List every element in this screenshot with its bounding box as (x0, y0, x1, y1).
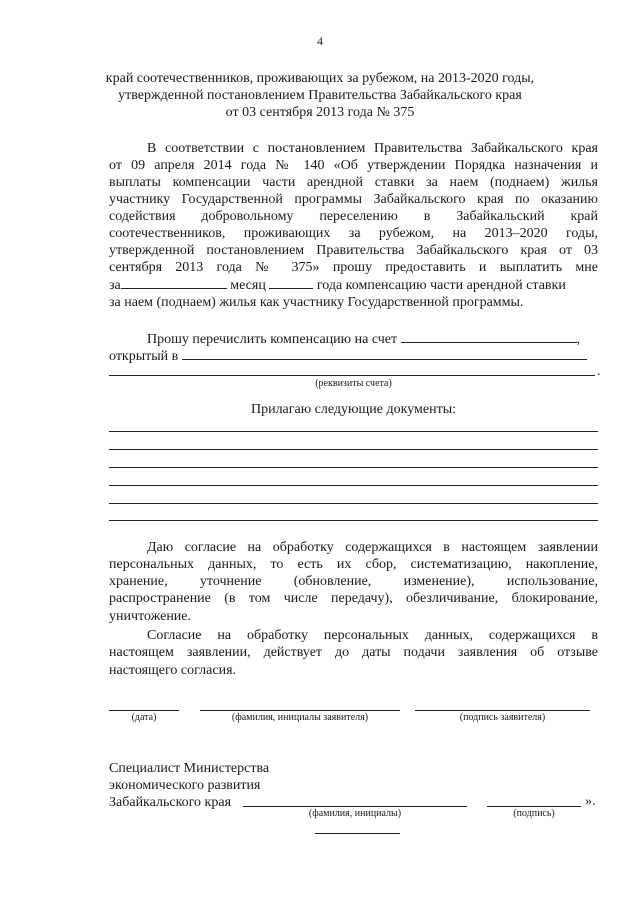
specialist-line-3: Забайкальского края (109, 795, 232, 810)
request-line-9 (109, 277, 598, 294)
specialist-signature-field[interactable] (487, 806, 581, 807)
document-line-5[interactable] (109, 503, 598, 504)
header-line-3: от 03 сентября 2013 года № 375 (225, 105, 415, 120)
account-label: Прошу перечислить компенсацию на счет (147, 332, 398, 347)
closing-divider (315, 833, 400, 834)
request-line-7: утвержденной постановлением Правительства Забайкальского края от 03 (109, 243, 598, 258)
request-compensation-text: года компенсацию части арендной ставки (316, 278, 566, 293)
specialist-line-1: Специалист Министерства (109, 761, 270, 776)
request-line-5: содействия добровольному переселению в Забайкальский край (109, 209, 598, 224)
account-caption: (реквизиты счета) (315, 378, 392, 389)
request-line-3: выплаты компенсации части арендной ставки за наем (поднаем) жилья (109, 175, 598, 190)
request-line-10: за наем (поднаем) жилья как участнику Государственной программы. (109, 295, 524, 310)
date-caption: (дата) (131, 712, 157, 723)
validity-line-2: настоящем заявлении, действует до даты подачи заявления об отзыве (109, 645, 598, 660)
page-number: 4 (317, 34, 323, 48)
documents-heading: Прилагаю следующие документы: (250, 402, 457, 417)
specialist-name-caption: (фамилия, инициалы) (308, 808, 402, 819)
applicant-signature-caption: (подпись заявителя) (459, 712, 546, 723)
request-month-label: месяц (230, 278, 266, 293)
bank-label: открытый в (109, 349, 179, 364)
date-field[interactable] (109, 710, 179, 711)
validity-line-3: настоящего согласия. (109, 663, 237, 678)
account-comma: , (576, 332, 581, 347)
request-for-label: за (109, 278, 121, 293)
document-line-2[interactable] (109, 449, 598, 450)
document-line-1[interactable] (109, 431, 598, 432)
specialist-name-field[interactable] (243, 806, 467, 807)
request-line-8: сентября 2013 года № 375» прошу предоставить и выплатить мне (109, 260, 598, 275)
applicant-name-caption: (фамилия, инициалы заявителя) (231, 712, 369, 723)
month-field[interactable] (121, 277, 227, 289)
account-number-field[interactable] (401, 331, 577, 343)
bank-field[interactable] (182, 348, 587, 360)
account-details-field[interactable] (109, 375, 595, 376)
applicant-signature-field[interactable] (415, 710, 590, 711)
account-line-1 (147, 331, 636, 348)
specialist-signature-caption: (подпись) (513, 808, 555, 819)
consent-line-1: Даю согласие на обработку содержащихся в настоящем заявлении (147, 540, 598, 555)
document-line-6[interactable] (109, 520, 598, 521)
consent-line-5: уничтожение. (109, 609, 192, 624)
document-line-3[interactable] (109, 467, 598, 468)
account-line-2 (109, 348, 598, 365)
year-field[interactable] (269, 277, 313, 289)
applicant-name-field[interactable] (200, 710, 400, 711)
account-period: . (597, 364, 601, 379)
specialist-line-2: экономического развития (109, 778, 261, 793)
header-line-2: утвержденной постановлением Правительства Забайкальского края (118, 88, 522, 103)
request-line-1: В соответствии с постановлением Правительства Забайкальского края (147, 141, 598, 156)
consent-line-4: распространение (в том числе передачу), обезличивание, блокирование, (109, 591, 598, 606)
consent-line-2: персональных данных, то есть их сбор, систематизацию, накопление, (109, 557, 598, 572)
request-line-6: соотечественников, проживающих за рубежом, на 2013–2020 годы, (109, 226, 598, 241)
request-line-4: участнику Государственной программы Забайкальского края по оказанию (109, 192, 598, 207)
document-line-4[interactable] (109, 485, 598, 486)
header-line-1: край соотечественников, проживающих за рубежом, на 2013-2020 годы, (105, 71, 535, 86)
validity-line-1: Согласие на обработку персональных данных, содержащихся в (147, 628, 598, 643)
specialist-closing: ». (585, 794, 596, 809)
request-line-2: от 09 апреля 2014 года № 140 «Об утверждении Порядка назначения и (109, 158, 598, 173)
consent-line-3: хранение, уточнение (обновление, изменение), использование, (109, 574, 598, 589)
